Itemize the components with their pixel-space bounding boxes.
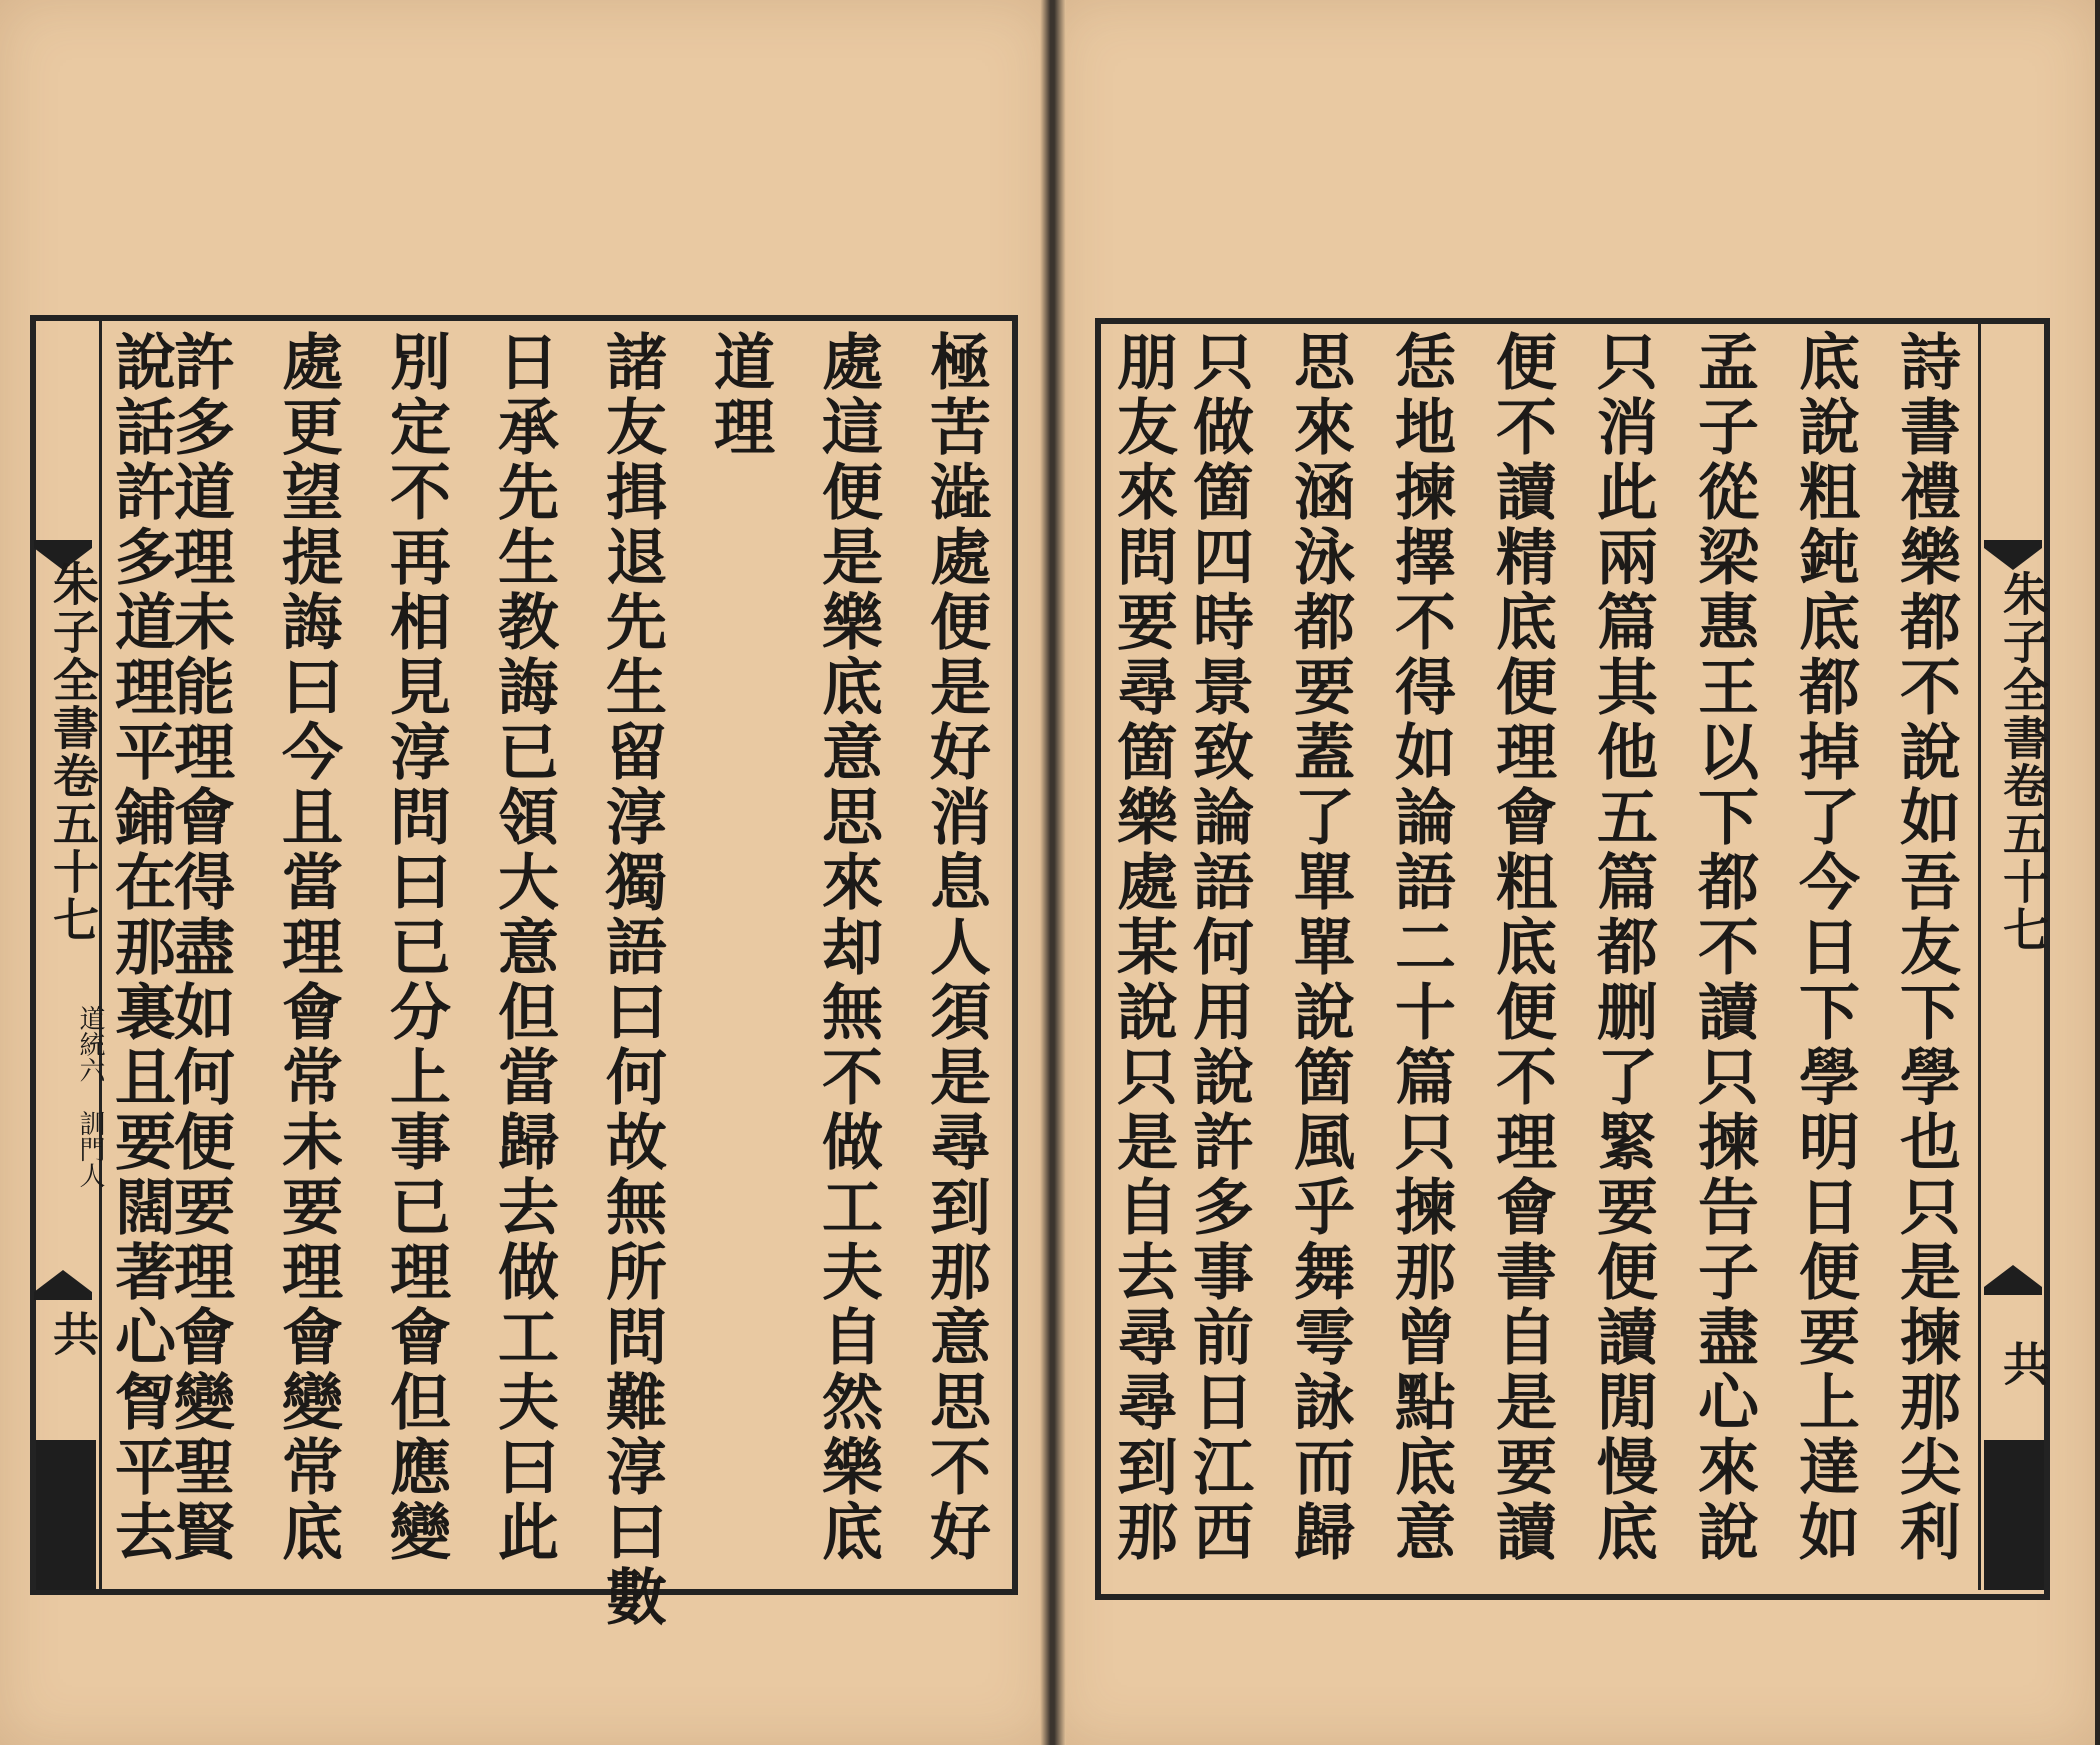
right-margin-folio: 共	[1996, 1340, 2050, 1388]
right-text-column: 只消此兩篇其他五篇都删了緊要便讀閒慢底	[1587, 330, 1658, 1565]
left-text-column: 說話許多道理平鋪在那裏且要闊著心胷平去	[105, 330, 176, 1565]
right-margin-black-block	[1984, 1440, 2044, 1590]
right-margin-strip	[1978, 320, 2050, 1590]
left-margin-subsection: 訓門人	[75, 1110, 105, 1188]
fishtail-bottom-icon	[34, 1260, 92, 1300]
right-text-column: 詩書禮樂都不說如吾友下學也只是揀那尖利	[1890, 330, 1961, 1565]
left-margin-section: 道統六	[75, 1005, 105, 1083]
left-margin-strip	[30, 320, 102, 1590]
right-text-column: 朋友來問要尋箇樂處某說只是自去尋尋到那	[1107, 330, 1178, 1565]
left-text-column: 別定不再相見淳問曰已分上事已理會但應變	[380, 330, 451, 1565]
left-text-column: 許多道理未能理會得盡如何便要理會變聖賢	[164, 330, 235, 1565]
left-text-column: 處更望提誨曰今且當理會常未要理會變常底	[272, 330, 343, 1565]
right-text-column: 只做箇四時景致論語何用說許多事前日江西	[1183, 330, 1254, 1565]
left-text-column: 極苦澁處便是好消息人須是尋到那意思不好	[920, 330, 991, 1565]
left-margin-black-block	[36, 1440, 96, 1590]
left-text-column: 道理	[704, 330, 775, 460]
right-text-column: 恁地揀擇不得如論語二十篇只揀那曾點底意	[1385, 330, 1456, 1565]
left-text-column: 日承先生教誨已領大意但當歸去做工夫曰此	[488, 330, 559, 1565]
fishtail-bottom-icon	[1984, 1255, 2042, 1295]
right-margin-title: 朱子全書卷五十七	[1996, 570, 2050, 954]
right-text-column: 思來涵泳都要蓋了單單說箇風乎舞雩詠而歸	[1284, 330, 1355, 1565]
left-text-column: 處這便是樂底意思來却無不做工夫自然樂底	[812, 330, 883, 1565]
left-margin-folio: 共	[46, 1310, 100, 1358]
right-text-column: 孟子從梁惠王以下都不讀只揀告子盡心來說	[1688, 330, 1759, 1565]
left-text-column: 諸友揖退先生留淳獨語曰何故無所問難淳曰數	[596, 330, 667, 1630]
right-text-column: 便不讀精底便理會粗底便不理會書自是要讀	[1486, 330, 1557, 1565]
book-gutter	[1040, 0, 1066, 1745]
left-margin-title: 朱子全書卷五十七	[46, 560, 100, 944]
right-text-column: 底說粗鈍底都掉了今日下學明日便要上達如	[1789, 330, 1860, 1565]
